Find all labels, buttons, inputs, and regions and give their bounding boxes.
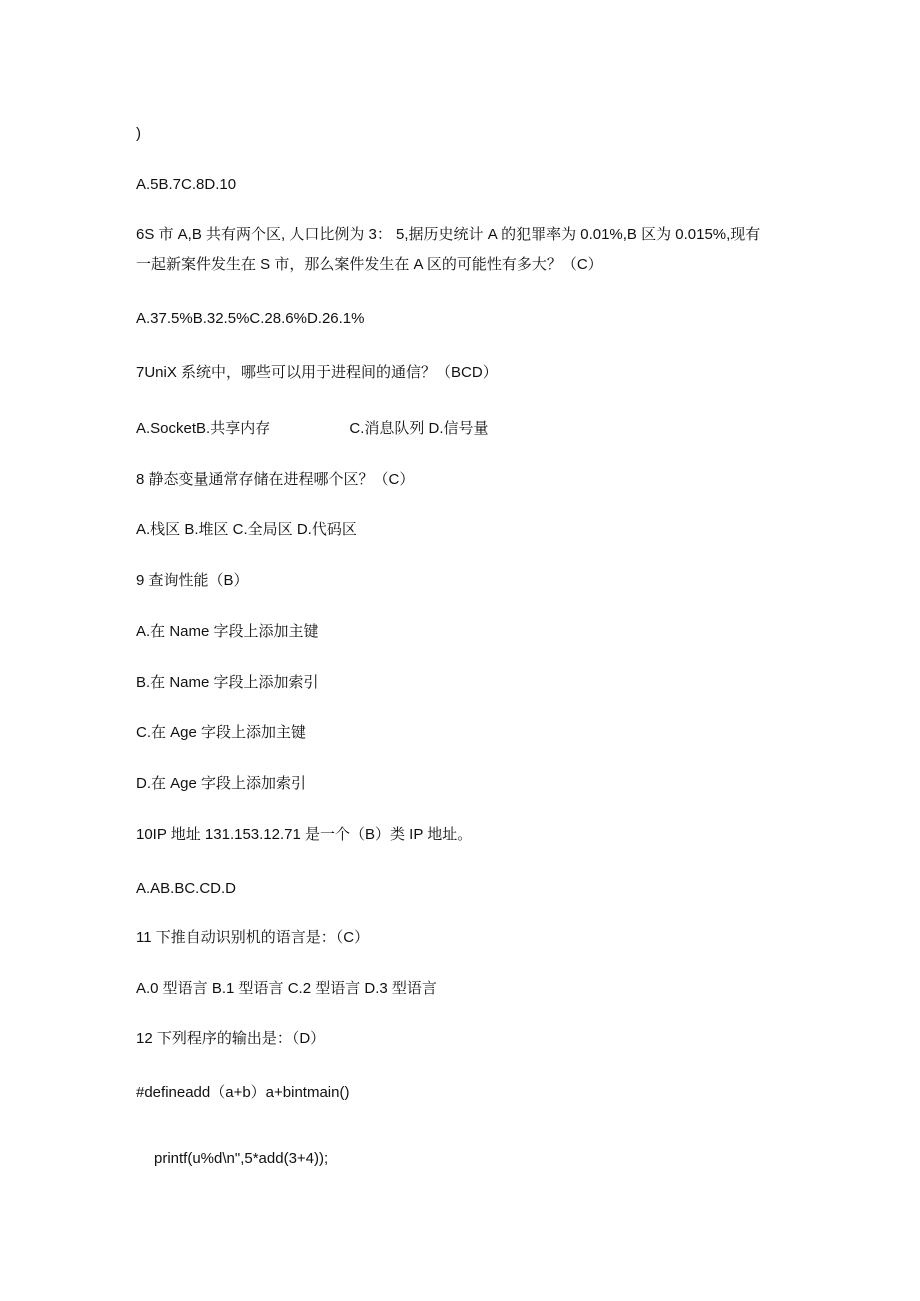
question-7-options: A.SocketB.共享内存 C.消息队列 D.信号量	[136, 420, 489, 437]
question-6-line-1: 6S 市 A,B 共有两个区, 人口比例为 3： 5,据历史统计 A 的犯罪率为 0.01%,B 区为 0.015%,现有	[136, 226, 761, 243]
question-6-line-2: 一起新案件发生在 S 市，那么案件发生在 A 区的可能性有多大？（C）	[136, 256, 603, 273]
question-9: 9 查询性能（B）	[136, 572, 249, 589]
question-9-option-d: D.在 Age 字段上添加索引	[136, 775, 307, 792]
question-9-option-c: C.在 Age 字段上添加主键	[136, 724, 307, 741]
question-5-options: A.5B.7C.8D.10	[136, 176, 237, 193]
question-12: 12 下列程序的输出是：（D）	[136, 1030, 326, 1047]
text-line: )	[136, 125, 141, 142]
code-line-define: #defineadd（a+b）a+bintmain()	[136, 1084, 350, 1101]
question-8-options: A.栈区 B.堆区 C.全局区 D.代码区	[136, 521, 357, 538]
question-6-options: A.37.5%B.32.5%C.28.6%D.26.1%	[136, 310, 365, 327]
question-11: 11 下推自动识别机的语言是：（C）	[136, 929, 370, 946]
question-9-option-a: A.在 Name 字段上添加主键	[136, 623, 319, 640]
question-10-options: A.AB.BC.CD.D	[136, 880, 237, 897]
question-9-option-b: B.在 Name 字段上添加索引	[136, 674, 319, 691]
question-10: 10IP 地址 131.153.12.71 是一个（B）类 IP 地址。	[136, 826, 473, 843]
question-8: 8 静态变量通常存储在进程哪个区？（C）	[136, 471, 415, 488]
question-7: 7UniX 系统中，哪些可以用于进程间的通信？（BCD）	[136, 364, 498, 381]
question-11-options: A.0 型语言 B.1 型语言 C.2 型语言 D.3 型语言	[136, 980, 437, 997]
code-line-printf: printf(u%d\n",5*add(3+4));	[154, 1150, 329, 1167]
